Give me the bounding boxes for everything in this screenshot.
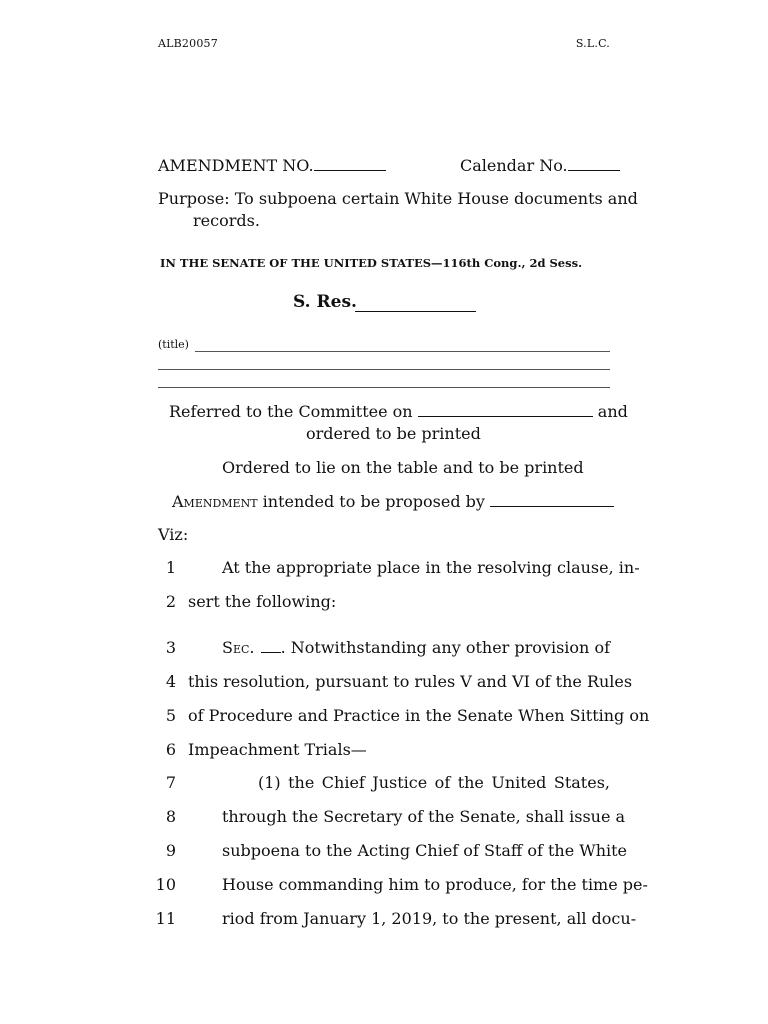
title-rule-1 [195,351,610,352]
line-number-5: 5 [165,706,176,725]
text-line-2: sert the following: [188,592,337,611]
line-number-10: 10 [155,875,176,894]
referred-line-2: ordered to be printed [306,424,481,443]
text-line-3 [222,638,610,657]
text-line-6: Impeachment Trials— [188,740,367,759]
purpose-line-1: Purpose: To subpoena certain White House documents and [158,189,638,208]
sres-number-blank [355,311,476,312]
committee-blank [418,415,593,417]
referred-prefix: Referred to the Committee on [169,402,413,421]
text-line-5: of Procedure and Practice in the Senate When Sitting on [188,706,650,725]
amendment-no-label: AMENDMENT NO. [158,156,314,175]
line-number-7: 7 [165,773,176,792]
amendment-intended-line [172,492,614,511]
ordered-line: Ordered to lie on the table and to be printed [222,458,584,477]
title-rule-3 [158,387,610,388]
slc-mark: S.L.C. [575,37,610,50]
doc-id: ALB20057 [158,37,218,50]
text-line-1: At the appropriate place in the resolving clause, in- [222,558,640,577]
calendar-no-blank [568,169,620,171]
amendment-sc: Amendment [172,492,258,511]
purpose-line-2: records. [193,211,260,230]
sres-label: S. Res. [293,292,357,312]
text-line-10: House commanding him to produce, for the time pe- [222,875,648,894]
amendment-no-blank [314,169,386,171]
title-label: (title) [158,338,189,351]
amendment-intended-text: intended to be proposed by [262,492,485,511]
text-line-4: this resolution, pursuant to rules V and VI of the Rules [188,672,633,691]
calendar-no-label: Calendar No. [460,156,568,175]
line-number-9: 9 [165,841,176,860]
line-number-3: 3 [165,638,176,657]
sec-text: . Notwithstanding any other provision of [280,638,610,657]
text-line-11: riod from January 1, 2019, to the present, all docu- [222,909,637,928]
line-number-1: 1 [165,558,176,577]
sec-label: Sec. [222,638,255,657]
calendar-number [460,156,620,175]
line-number-4: 4 [165,672,176,691]
text-line-9: subpoena to the Acting Chief of Staff of the White [222,841,628,860]
viz-label: Viz: [158,525,189,544]
line-number-8: 8 [165,807,176,826]
text-line-8: through the Secretary of the Senate, shall issue a [222,807,626,826]
amendment-number [158,156,386,175]
line-number-6: 6 [165,740,176,759]
referred-line-1 [169,402,628,421]
title-rule-2 [158,369,610,370]
senate-heading: IN THE SENATE OF THE UNITED STATES—116th Cong., 2d Sess. [160,256,583,270]
text-line-7: (1) the Chief Justice of the United States, [258,773,610,792]
referred-suffix: and [597,402,628,421]
section-number-blank [261,651,281,653]
proposer-blank [490,505,614,507]
line-number-2: 2 [165,592,176,611]
line-number-11: 11 [155,909,176,928]
